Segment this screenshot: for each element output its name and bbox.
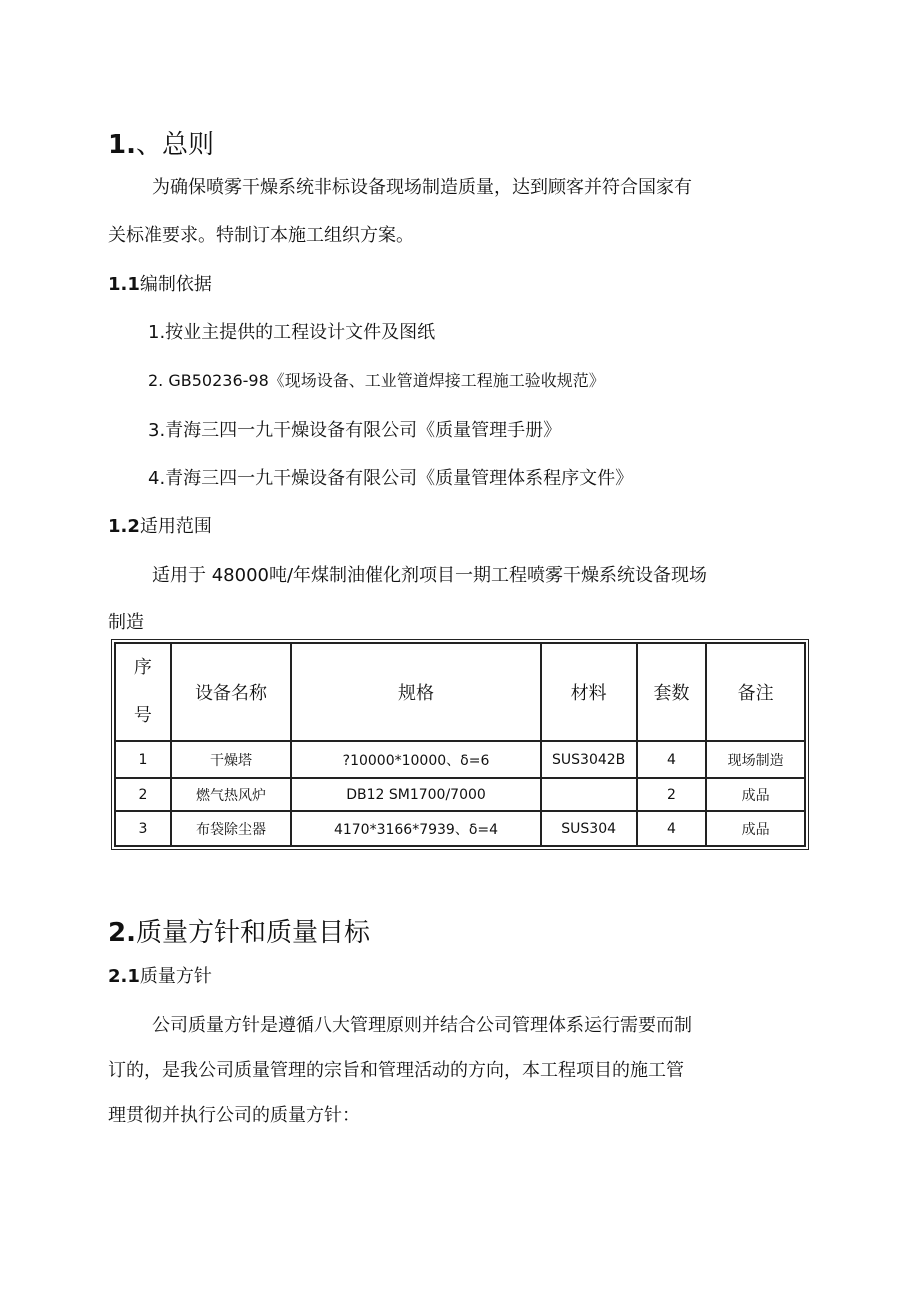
cell-sets: 4 [637,811,707,846]
header-remark: 备注 [706,643,805,741]
cell-seq: 2 [115,778,171,811]
section-1-2-title: 适用范围 [139,516,212,537]
section-1-2-number: 1.2 [108,516,140,537]
header-sets: 套数 [637,643,707,741]
header-spec: 规格 [291,643,540,741]
cell-seq: 1 [115,741,171,778]
table-row [115,778,805,811]
cell-name: 布袋除尘器 [171,811,291,846]
section-2-1-heading [108,962,212,988]
header-seq-bottom: 号 [133,705,152,726]
section-1-number: 1. [108,130,136,160]
basis-item-3: 3.青海三四一九干燥设备有限公司《质量管理手册》 [148,420,562,441]
section-2-number: 2. [108,918,136,948]
cell-material [541,778,637,811]
section-1-2-heading [108,512,212,538]
policy-line-1: 公司质量方针是遵循八大管理原则并结合公司管理体系运行需要而制 [152,1015,692,1036]
header-name: 设备名称 [171,643,291,741]
section-1-intro-line-2: 关标准要求。特制订本施工组织方案。 [108,225,414,246]
cell-material: SUS304 [541,811,637,846]
policy-line-3: 理贯彻并执行公司的质量方针： [108,1105,360,1126]
header-material: 材料 [541,643,637,741]
section-1-1-number: 1.1 [108,274,140,295]
policy-line-2: 订的，是我公司质量管理的宗旨和管理活动的方向，本工程项目的施工管 [108,1060,684,1081]
section-1-intro-line-1: 为确保喷雾干燥系统非标设备现场制造质量，达到顾客并符合国家有 [152,177,692,198]
scope-line-1: 适用于 48000吨/年煤制油催化剂项目一期工程喷雾干燥系统设备现场 [152,565,708,586]
section-1-1-title: 编制依据 [139,274,212,295]
section-2-1-number: 2.1 [108,966,140,987]
section-2-title: 质量方针和质量目标 [135,918,370,948]
cell-remark: 成品 [706,811,805,846]
cell-sets: 4 [637,741,707,778]
table-row [115,811,805,846]
scope-line-2: 制造 [108,612,144,633]
cell-remark: 现场制造 [706,741,805,778]
cell-name: 干燥塔 [171,741,291,778]
basis-item-1: 1.按业主提供的工程设计文件及图纸 [148,322,436,343]
cell-name: 燃气热风炉 [171,778,291,811]
table-header-row [115,643,805,741]
cell-sets: 2 [637,778,707,811]
section-1-title: 、总则 [135,130,214,160]
cell-material: SUS3042B [541,741,637,778]
cell-spec: ?10000*10000、δ=6 [291,741,540,778]
table-row [115,741,805,778]
basis-item-4: 4.青海三四一九干燥设备有限公司《质量管理体系程序文件》 [148,468,634,489]
header-seq [115,643,171,741]
equipment-table [114,642,806,847]
cell-remark: 成品 [706,778,805,811]
basis-item-2: 2. GB50236-98《现场设备、工业管道焊接工程施工验收规范》 [148,371,605,390]
section-2-1-title: 质量方针 [139,966,212,987]
section-1-heading [108,124,214,161]
cell-spec: 4170*3166*7939、δ=4 [291,811,540,846]
section-1-1-heading [108,270,212,296]
cell-spec: DB12 SM1700/7000 [291,778,540,811]
header-seq-top: 序 [133,657,152,678]
cell-seq: 3 [115,811,171,846]
section-2-heading [108,912,370,949]
